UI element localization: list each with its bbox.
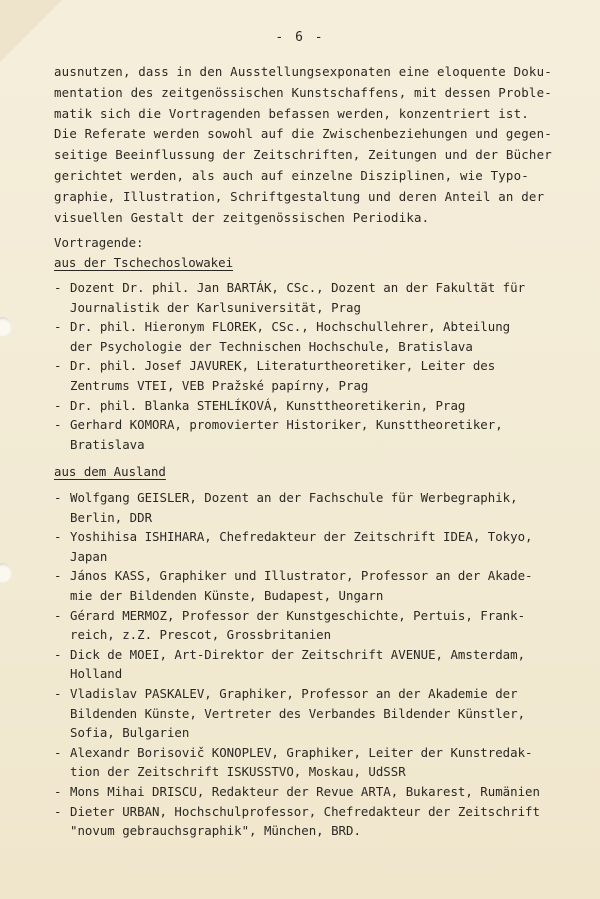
list-dash: - <box>54 568 62 584</box>
speaker-line: der Psychologie der Technischen Hochschule, Bratislava <box>70 338 473 354</box>
speaker-line: "novum gebrauchsgraphik", München, BRD. <box>70 823 361 839</box>
speakers-label: Vortragende: <box>54 235 144 250</box>
speaker-entry <box>54 317 594 356</box>
speaker-line: Vladislav PASKALEV, Graphiker, Professor an der Akademie der <box>70 685 518 701</box>
speaker-line: Bildenden Künste, Vertreter des Verbandes Bildender Künstler, <box>70 705 526 721</box>
list-dash: - <box>54 397 62 413</box>
speaker-entry <box>54 527 594 566</box>
speaker-line: mie der Bildenden Künste, Budapest, Ungarn <box>70 587 384 603</box>
speaker-line: Berlin, DDR <box>70 509 153 525</box>
speaker-line: Dick de MOEI, Art-Direktor der Zeitschrift AVENUE, Amsterdam, <box>70 646 526 662</box>
paragraph-line: matik sich die Vortragenden befassen werden, konzentriert ist. <box>54 105 529 121</box>
speaker-entry <box>54 782 594 802</box>
paragraph-line: Die Referate werden sowohl auf die Zwischenbeziehungen und gegen- <box>54 126 552 142</box>
list-dash: - <box>54 685 62 701</box>
punch-hole-upper <box>0 317 12 337</box>
speaker-line: Bratislava <box>70 436 145 452</box>
speaker-line: tion der Zeitschrift ISKUSSTVO, Moskau, UdSSR <box>70 764 406 780</box>
intro-paragraph <box>54 62 584 228</box>
speaker-line: Yoshihisa ISHIHARA, Chefredakteur der Zeitschrift IDEA, Tokyo, <box>70 529 533 545</box>
speaker-line: Mons Mihai DRISCU, Redakteur der Revue ARTA, Bukarest, Rumänien <box>70 783 540 799</box>
list-dash: - <box>54 490 62 505</box>
speaker-line: Dr. phil. Hieronym FLOREK, CSc., Hochschullehrer, Abteilung <box>70 319 511 335</box>
speaker-line: Dieter URBAN, Hochschulprofessor, Chefredakteur der Zeitschrift <box>70 803 540 819</box>
list-dash: - <box>54 607 62 623</box>
speaker-line: Journalistik der Karlsuniversität, Prag <box>70 299 361 315</box>
speaker-entry <box>54 645 594 684</box>
section-heading-abroad: aus dem Ausland <box>54 464 166 479</box>
speaker-entry <box>54 396 594 416</box>
speaker-line: Sofia, Bulgarien <box>70 725 190 741</box>
speaker-list-abroad <box>54 488 594 841</box>
speaker-line: Alexandr Borisovič KONOPLEV, Graphiker, Leiter der Kunstredak- <box>70 744 533 760</box>
punch-hole-lower <box>0 563 12 583</box>
list-dash: - <box>54 803 62 819</box>
list-dash: - <box>54 529 62 545</box>
speaker-entry <box>54 488 594 527</box>
section-heading-czechoslovakia: aus der Tschechoslowakei <box>54 255 234 270</box>
speaker-entry <box>54 684 594 743</box>
speaker-entry <box>54 356 594 395</box>
page-number: - 6 - <box>275 30 325 45</box>
speaker-entry <box>54 278 594 317</box>
paragraph-line: seitige Beeinflussung der Zeitschriften, Zeitungen und der Bücher <box>54 147 552 163</box>
speaker-line: Gerhard KOMORA, promovierter Historiker, Kunsttheoretiker, <box>70 417 503 433</box>
speaker-line: Zentrums VTEI, VEB Pražské papírny, Prag <box>70 377 369 393</box>
speaker-line: reich, z.Z. Prescot, Grossbritanien <box>70 627 332 643</box>
speaker-entry <box>54 415 594 454</box>
paragraph-line: ausnutzen, dass in den Ausstellungsexponaten eine eloquente Doku- <box>54 64 552 79</box>
paragraph-line: visuellen Gestalt der zeitgenössischen Periodika. <box>54 209 430 225</box>
speaker-entry <box>54 802 594 841</box>
speaker-entry <box>54 566 594 605</box>
paragraph-line: gerichtet werden, als auch auf einzelne Disziplinen, wie Typo- <box>54 167 529 183</box>
paragraph-line: mentation des zeitgenössischen Kunstschaffens, mit dessen Proble- <box>54 84 552 100</box>
speaker-line: Dozent Dr. phil. Jan BARTÁK, CSc., Dozent an der Fakultät für <box>70 280 526 295</box>
list-dash: - <box>54 744 62 760</box>
speaker-line: Japan <box>70 548 108 564</box>
speaker-line: Dr. phil. Josef JAVUREK, Literaturtheoretiker, Leiter des <box>70 358 496 374</box>
paragraph-line: graphie, Illustration, Schriftgestaltung und deren Anteil an der <box>54 188 545 204</box>
list-dash: - <box>54 280 62 295</box>
speaker-line: Wolfgang GEISLER, Dozent an der Fachschule für Werbegraphik, <box>70 490 518 505</box>
speaker-line: Dr. phil. Blanka STEHLÍKOVÁ, Kunsttheoretikerin, Prag <box>70 397 466 413</box>
speaker-entry <box>54 743 594 782</box>
speaker-line: János KASS, Graphiker und Illustrator, Professor an der Akade- <box>70 568 533 584</box>
list-dash: - <box>54 417 62 433</box>
speaker-line: Gérard MERMOZ, Professor der Kunstgeschichte, Pertuis, Frank- <box>70 607 526 623</box>
speaker-entry <box>54 606 594 645</box>
list-dash: - <box>54 319 62 335</box>
speaker-list-czechoslovakia <box>54 278 594 454</box>
list-dash: - <box>54 783 62 799</box>
list-dash: - <box>54 358 62 374</box>
speaker-line: Holland <box>70 666 123 682</box>
list-dash: - <box>54 646 62 662</box>
